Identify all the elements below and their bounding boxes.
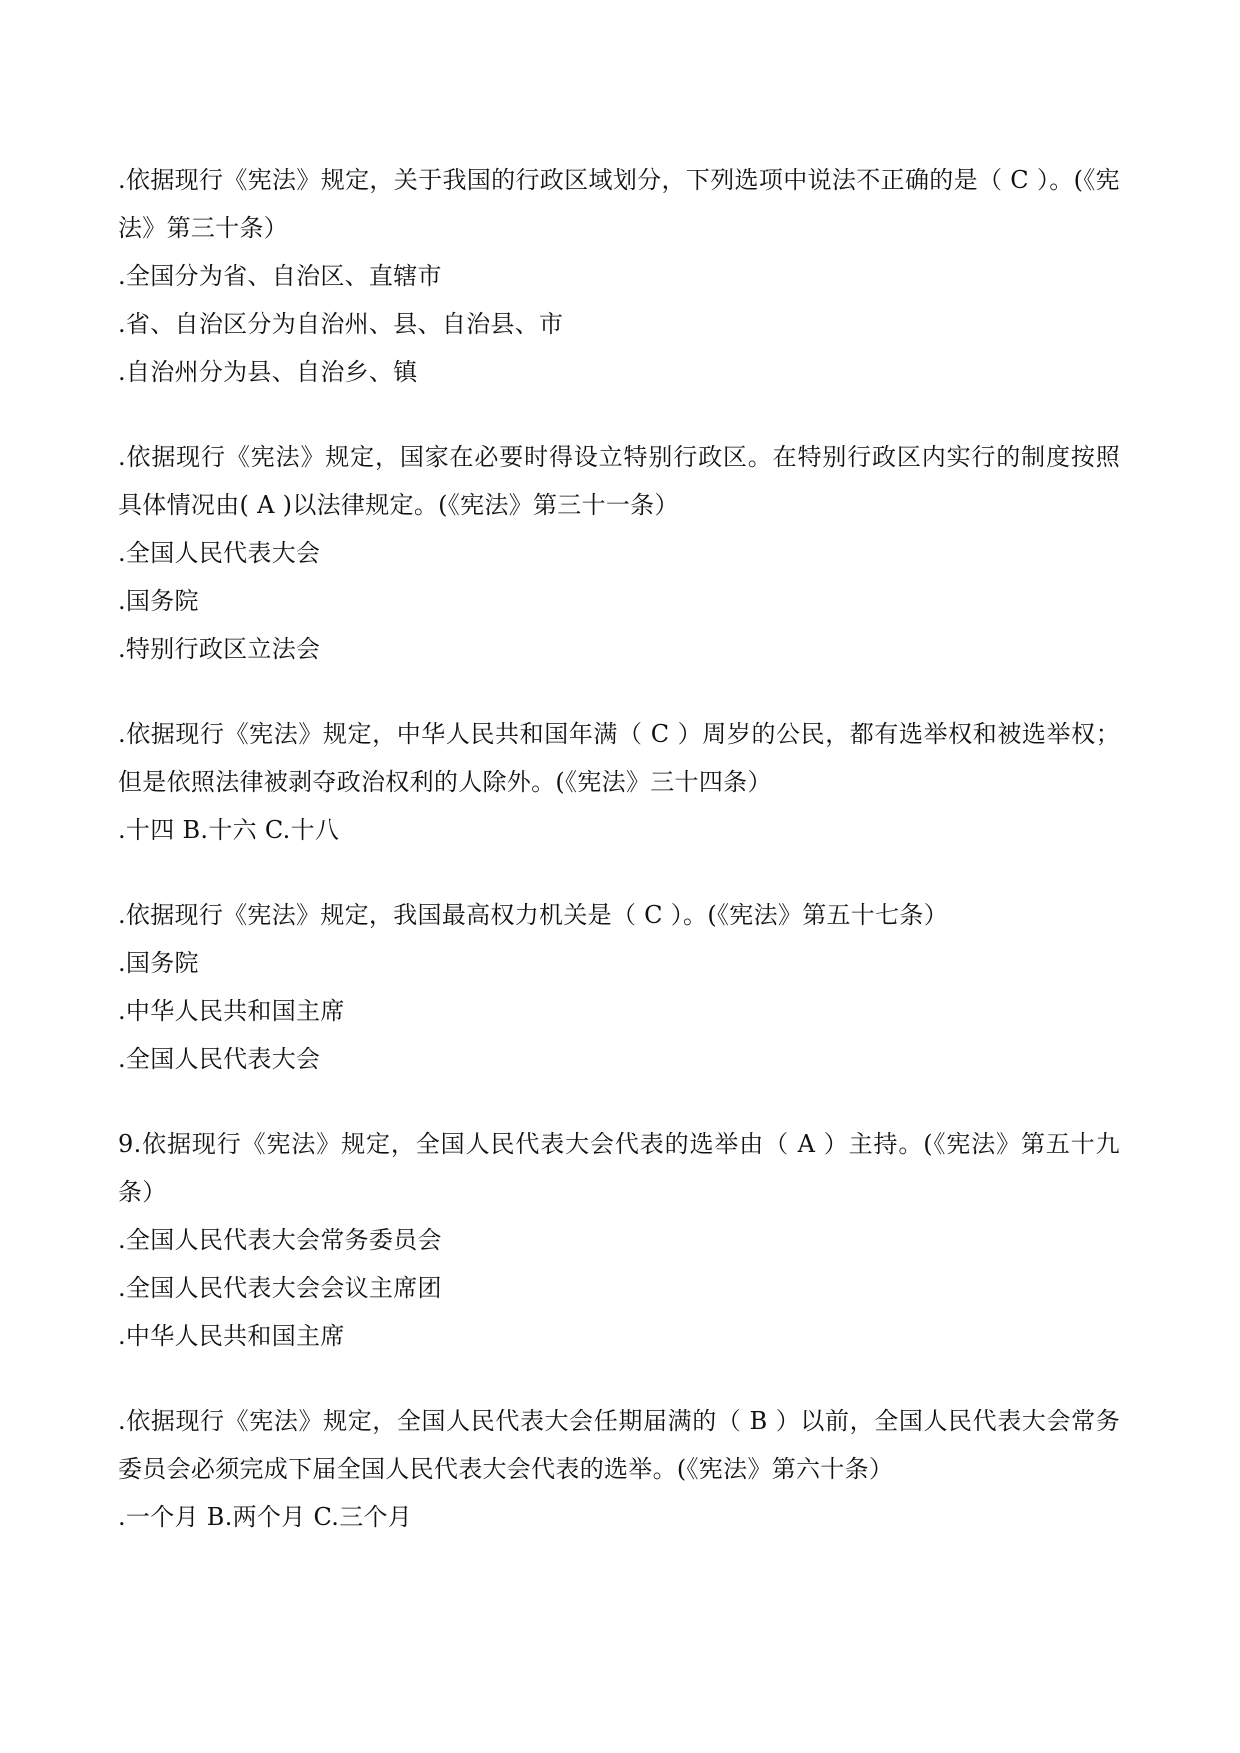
option-b: .中华人民共和国主席 — [118, 997, 345, 1025]
question-3 — [118, 710, 1120, 854]
option-c: .自治州分为县、自治乡、镇 — [118, 358, 418, 386]
option-b: .省、自治区分为自治州、县、自治县、市 — [118, 310, 564, 338]
option-a: .全国人民代表大会常务委员会 — [118, 1226, 442, 1254]
question-text: .依据现行《宪法》规定，关于我国的行政区域划分，下列选项中说法不正确的是（ C ）。(《宪法》第三十条） — [118, 166, 1120, 242]
question-text: .依据现行《宪法》规定，国家在必要时得设立特别行政区。在特别行政区内实行的制度按照具体情况由( A )以法律规定。(《宪法》第三十一条） — [118, 443, 1120, 519]
question-text: .依据现行《宪法》规定，我国最高权力机关是（ C ）。(《宪法》第五十七条） — [118, 901, 949, 929]
option-b: .全国人民代表大会会议主席团 — [118, 1274, 442, 1302]
question-4 — [118, 891, 1120, 1083]
question-text: 9.依据现行《宪法》规定，全国人民代表大会代表的选举由（ A ）主持。(《宪法》第五十九条） — [118, 1130, 1120, 1206]
option-a: .全国分为省、自治区、直辖市 — [118, 262, 442, 290]
option-c: .中华人民共和国主席 — [118, 1322, 345, 1350]
question-2 — [118, 433, 1120, 673]
option-c: .全国人民代表大会 — [118, 1045, 321, 1073]
option-c: .特别行政区立法会 — [118, 635, 321, 663]
option-a: .全国人民代表大会 — [118, 539, 321, 567]
options-inline: .十四 B.十六 C.十八 — [118, 816, 340, 844]
question-text: .依据现行《宪法》规定，中华人民共和国年满（ C ）周岁的公民，都有选举权和被选举权；但是依照法律被剥夺政治权利的人除外。(《宪法》三十四条） — [118, 720, 1120, 796]
option-a: .国务院 — [118, 949, 199, 977]
option-b: .国务院 — [118, 587, 199, 615]
question-1 — [118, 156, 1120, 396]
options-inline: .一个月 B.两个月 C.三个月 — [118, 1503, 413, 1531]
question-text: .依据现行《宪法》规定，全国人民代表大会任期届满的（ B ）以前，全国人民代表大会常务委员会必须完成下届全国人民代表大会代表的选举。(《宪法》第六十条） — [118, 1407, 1120, 1483]
question-5 — [118, 1120, 1120, 1360]
question-6 — [118, 1397, 1120, 1541]
